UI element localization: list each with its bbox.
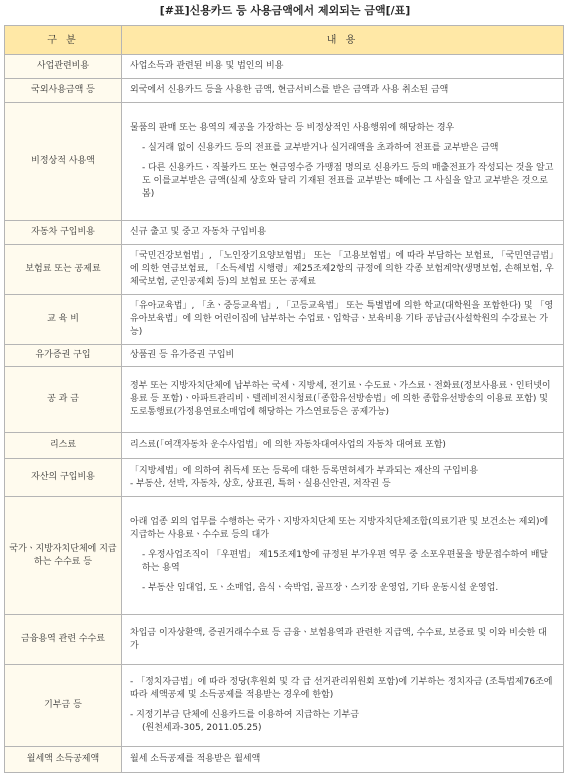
row-text: 차입금 이자상환액, 증권거래수수료 등 금융ㆍ보험용역과 관련한 지급액, 수수료, 보증료 및 이와 비슷한 대가 [130, 627, 547, 651]
row-text-bullet: - 부동산, 선박, 자동차, 상호, 상표권, 특허ㆍ실용신안권, 저작권 등 [130, 478, 391, 489]
table-row [5, 433, 564, 459]
row-text: 사업소득과 관련된 비용 및 법인의 비용 [130, 61, 284, 71]
header-category: 구 분 [5, 26, 122, 55]
row-text: 물품의 판매 또는 용역의 제공을 가장하는 등 비정상적인 사용행위에 해당하는 경우 [130, 123, 455, 133]
row-text: 상품권 등 유가증권 구입비 [130, 350, 235, 360]
table-title: [#표]신용카드 등 사용금액에서 제외되는 금액[/표] [159, 4, 411, 17]
row-text-bullet: - 「정치자금법」에 따라 정당(후원회 및 각 급 선거관리위원회 포함)에 기부하는 정치자금 (조특법제76조에 따라 세액공제 및 소득공제를 적용받는 경우에 한함) [130, 677, 553, 700]
table-row [5, 55, 564, 79]
row-text: 아래 업종 외의 업무를 수행하는 국가ㆍ지방자치단체 또는 지방자치단체조합(의료기관 및 보건소는 제외)에 지급하는 사용료ㆍ수수료 등의 대가 [130, 517, 549, 540]
row-text-bullet: - 지정기부금 단체에 신용카드를 이용하여 지급하는 기부금 [130, 710, 360, 720]
table-row [5, 345, 564, 367]
header-content: 내 용 [122, 26, 564, 55]
table-row [5, 459, 564, 497]
row-text-bullet: - 다른 신용카드ㆍ직불카드 또는 현금영수증 가맹점 명의로 신용카드 등의 매출전표가 작성되는 것을 알고도 이를교부받은 금액(실제 상호와 달리 기재된 전표를 교부받는 때에는 그 사실을 알고 교부받은 것으로 봄) [142, 163, 554, 199]
row-text-bullet: - 실거래 없이 신용카드 등의 전표를 교부받거나 실거래액을 초과하여 전표를 교부받은 금액 [142, 143, 499, 153]
table-row [5, 665, 564, 747]
row-category: 국가ㆍ지방자치단체에 지급하는 수수료 등 [5, 497, 122, 615]
row-text: 신규 출고 및 중고 자동차 구입비용 [130, 227, 267, 237]
table-row [5, 295, 564, 345]
row-text: 「지방세법」에 의하여 취득세 또는 등록에 대한 등록면허세가 부과되는 재산의 구입비용 [130, 465, 479, 476]
row-text: 외국에서 신용카드 등을 사용한 금액, 현금서비스를 받은 금액과 사용 취소된 금액 [130, 85, 449, 95]
row-category: 기부금 등 [5, 665, 122, 747]
row-category: 금융용역 관련 수수료 [5, 615, 122, 665]
row-category: 보험료 또는 공제료 [5, 245, 122, 295]
table-row [5, 103, 564, 221]
table-header-row [5, 26, 564, 55]
row-category: 국외사용금액 등 [5, 79, 122, 103]
row-text-note: (원천세과-305, 2011.05.25) [142, 723, 262, 733]
row-category: 교 육 비 [5, 295, 122, 345]
table-row [5, 221, 564, 245]
row-text: 정부 또는 지방자치단체에 납부하는 국세ㆍ지방세, 전기료ㆍ수도료ㆍ가스료ㆍ전화료(정보사용료ㆍ인터넷이용료 등 포함)ㆍ아파트관리비ㆍ텔레비전시청료(「종합유선방송법」에 의한 종합유선방송의 이용료 포함) 및 도로통행료(가정용연료소매업에 해당하는 가스연료등은 공제가능) [130, 381, 551, 417]
row-text: 월세 소득공제를 적용받은 월세액 [130, 754, 261, 764]
table-row [5, 245, 564, 295]
row-text: 「유아교육법」, 「초ㆍ중등교육법」, 「고등교육법」 또는 특별법에 의한 학교(대학원을 포함한다) 및 「영유아보육법」에 의한 어린이집에 납부하는 수업료ㆍ입학금ㆍ보육비용 기타 공납금(사설학원의 수강료는 가능) [130, 301, 554, 337]
row-category: 리스료 [5, 433, 122, 459]
table-row [5, 367, 564, 433]
table-row [5, 79, 564, 103]
row-category: 사업관련비용 [5, 55, 122, 79]
row-category: 자동차 구입비용 [5, 221, 122, 245]
row-text: 「국민건강보험법」, 「노인장기요양보험법」 또는 「고용보험법」에 따라 부담하는 보험료, 「국민연금법」에 의한 연금보험료, 「소득세법 시행령」제25조제2항의 규정에 의한 각종 보험계약(생명보험, 손해보험, 우체국보험, 군인공제회 등)의 보험료 또는 공제료 [130, 251, 554, 287]
row-category: 비정상적 사용액 [5, 103, 122, 221]
table-row [5, 497, 564, 615]
row-category: 공 과 금 [5, 367, 122, 433]
row-text: 리스료(「여객자동차 운수사업법」에 의한 자동차대여사업의 자동차 대여료 포함) [130, 440, 446, 450]
table-row [5, 747, 564, 773]
row-category: 유가증권 구입 [5, 345, 122, 367]
table-row [5, 615, 564, 665]
row-category: 자산의 구입비용 [5, 459, 122, 497]
row-text-bullet: - 우정사업조직이 「우편법」 제15조제1항에 규정된 부가우편 역무 중 소포우편물을 방문접수하여 배달하는 용역 [142, 550, 549, 573]
exclusion-table [4, 25, 564, 773]
row-text-bullet: - 부동산 임대업, 도ㆍ소매업, 음식ㆍ숙박업, 골프장ㆍ스키장 운영업, 기타 운동시설 운영업. [142, 583, 499, 593]
row-category: 월세액 소득공제액 [5, 747, 122, 773]
